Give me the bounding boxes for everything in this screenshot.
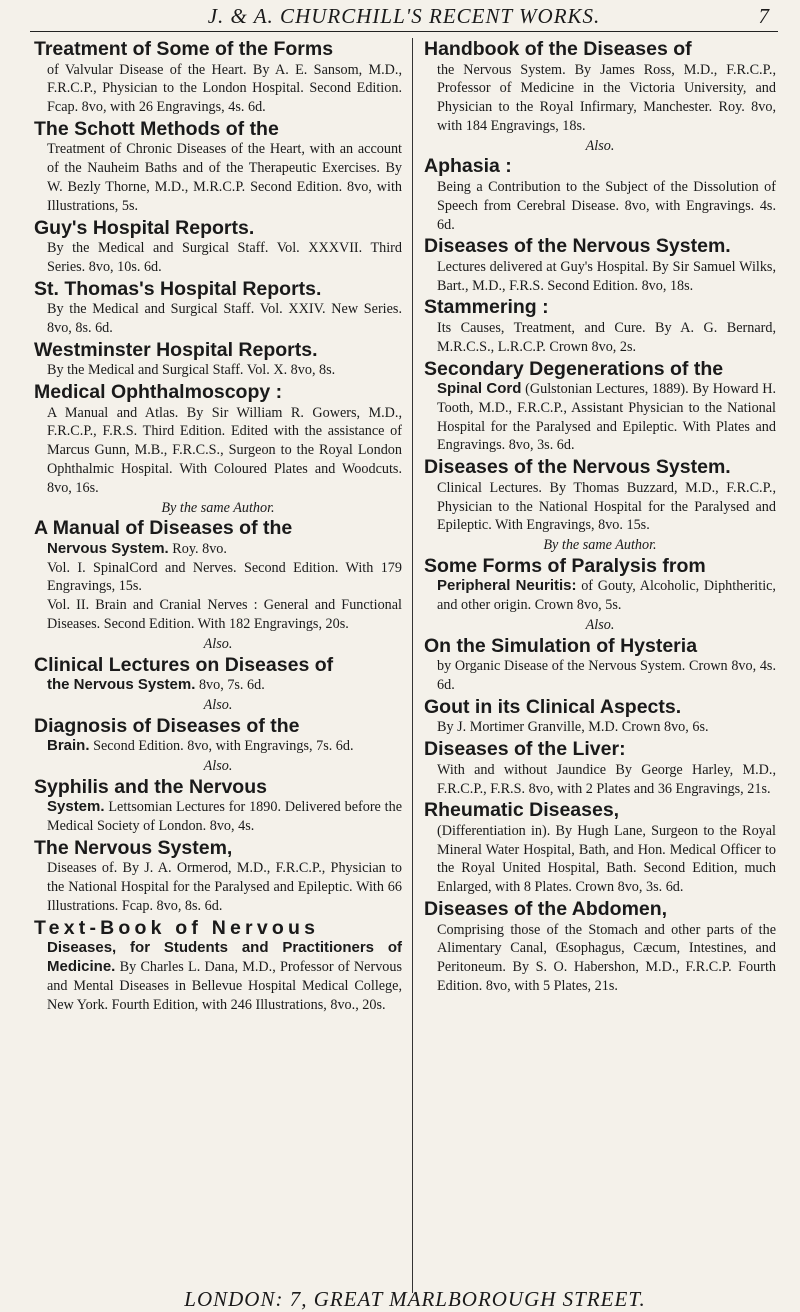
entry-diagnosis-brain xyxy=(34,715,402,756)
entry-title: The Schott Methods of the xyxy=(34,117,279,140)
entry-title: Secondary Degenerations of the xyxy=(424,357,724,380)
entry-subtitle: Peripheral Neuritis: xyxy=(437,577,577,595)
also-label: Also. xyxy=(203,758,233,775)
entry-title: On the Simulation of Hysteria xyxy=(424,634,698,657)
also-label: Also. xyxy=(203,696,233,713)
entry-title: Aphasia : xyxy=(424,155,512,178)
entry-title: St. Thomas's Hospital Reports. xyxy=(34,277,322,300)
entry-paralysis-neuritis xyxy=(424,555,776,615)
entry-body: By J. Mortimer Granville, M.D. Crown 8vo, 6s. xyxy=(437,719,709,736)
entry-title: Syphilis and the Nervous xyxy=(34,775,267,798)
entry-body xyxy=(34,676,402,695)
entry-clinical-lectures xyxy=(34,654,402,695)
entry-body: Being a Contribution to the Subject of the Dissolution of Speech from Cerebral Disease. 8vo, with Engravings. 4s. 6d. xyxy=(437,178,776,233)
entry-title: Diagnosis of Diseases of the xyxy=(34,714,300,737)
entry-secondary-degenerations xyxy=(424,358,776,456)
entry-volume-1: Vol. I. SpinalCord and Nerves. Second Edition. With 179 Engravings, 15s. xyxy=(47,559,402,595)
entry-diseases-nervous-wilks xyxy=(424,235,776,295)
entry-handbook-nervous xyxy=(424,38,776,136)
page-number: 7 xyxy=(758,4,770,28)
right-column xyxy=(424,38,776,997)
entry-gout xyxy=(424,696,776,737)
entry-simulation-hysteria xyxy=(424,635,776,695)
entry-st-thomas xyxy=(34,278,402,338)
entry-aphasia xyxy=(424,155,776,234)
entry-body: Lectures delivered at Guy's Hospital. By Sir Samuel Wilks, Bart., M.D., F.R.S. Second Edition. 8vo, 18s. xyxy=(437,258,776,294)
entry-body: Its Causes, Treatment, and Cure. By A. G. Bernard, M.R.C.S., L.R.C.P. Crown 8vo, 2s. xyxy=(437,319,776,355)
also-label: Also. xyxy=(585,617,615,634)
entry-body: of Valvular Disease of the Heart. By A. E. Sansom, M.D., F.R.C.P., Physician to the London Hospital. Second Edition. Fcap. 8vo, with 26 Engravings, 4s. 6d. xyxy=(47,61,402,116)
entry-rheumatic-diseases xyxy=(424,799,776,897)
entry-body xyxy=(34,939,402,1014)
entry-title: A Manual of Diseases of the xyxy=(34,517,293,540)
entry-subtitle: Nervous System. xyxy=(47,539,169,557)
entry-subtitle: System. xyxy=(47,798,105,816)
entry-title: Treatment of Some of the Forms xyxy=(34,38,334,60)
running-header xyxy=(30,2,778,30)
entry-title: Text-Book of Nervous xyxy=(34,916,320,939)
column-divider xyxy=(412,38,413,1293)
entry-text-book-nervous xyxy=(34,917,402,1015)
entry-title: The Nervous System, xyxy=(34,836,233,859)
entry-subtitle-rest: of Gouty, Alcoholic, Diphtheritic, and other origin. Crown 8vo, 5s. xyxy=(437,578,776,614)
entry-subtitle-rest: (Gulstonian Lectures, 1889). By Howard H. Tooth, M.D., F.R.C.P., Assistant Physician to the National Hospital for the Paralysed and Epileptic. With Plates and Engravings. 8vo, 3s. 6d. xyxy=(437,381,777,454)
entry-stammering xyxy=(424,296,776,356)
entry-valvular-disease xyxy=(34,38,402,117)
entry-body xyxy=(34,540,402,634)
entry-diseases-nervous-buzzard xyxy=(424,456,776,535)
entry-body: Clinical Lectures. By Thomas Buzzard, M.D., F.R.C.P., Physician to the National Hospital for the Paralysed and Epileptic. With Engravings, 8vo. 15s. xyxy=(437,479,776,534)
entry-title: Some Forms of Paralysis from xyxy=(424,554,706,577)
entry-title: Rheumatic Diseases, xyxy=(424,799,620,822)
entry-subtitle-rest: Second Edition. 8vo, with Engravings, 7s. 6d. xyxy=(93,738,354,755)
entry-body: By the Medical and Surgical Staff. Vol. X. 8vo, 8s. xyxy=(47,362,336,379)
entry-body: Diseases of. By J. A. Ormerod, M.D., F.R.C.P., Physician to the National Hospital for the Paralysed and Epileptic. With 66 Illustrations. Fcap. 8vo, 8s. 6d. xyxy=(47,860,402,914)
entry-westminster xyxy=(34,339,402,380)
entry-body: By the Medical and Surgical Staff. Vol. XXXVII. Third Series. 8vo, 10s. 6d. xyxy=(47,240,402,275)
entry-subtitle-rest: Roy. 8vo. xyxy=(172,540,227,557)
entry-title: Handbook of the Diseases of xyxy=(424,38,692,60)
entry-title: Gout in its Clinical Aspects. xyxy=(424,695,682,718)
publisher-address: LONDON: 7, GREAT MARLBOROUGH STREET. xyxy=(184,1287,646,1311)
entry-body xyxy=(34,798,402,836)
entry-title: Diseases of the Nervous System. xyxy=(424,235,731,258)
entry-manual-nervous xyxy=(34,517,402,633)
entry-subtitle: the Nervous System. xyxy=(47,676,196,694)
entry-volume-2: Vol. II. Brain and Cranial Nerves : General and Functional Diseases. Second Edition. With 182 Engravings, 20s. xyxy=(47,597,402,633)
entry-body: the Nervous System. By James Ross, M.D., F.R.C.P., Professor of Medicine in the Victoria University, and Physician to the Royal Infirmary, Manchester. Roy. 8vo, with 184 Engravings, 18s. xyxy=(437,61,776,134)
entry-diseases-liver xyxy=(424,738,776,798)
entry-guys-hospital xyxy=(34,217,402,277)
entry-body xyxy=(424,380,776,455)
entry-title: Diseases of the Abdomen, xyxy=(424,898,668,920)
entry-title: Clinical Lectures on Diseases of xyxy=(34,653,334,676)
entry-body xyxy=(424,577,776,615)
entry-subtitle-rest: By Charles L. Dana, M.D., Professor of Nervous and Mental Diseases in Bellevue Hospital Medical College, New York. Fourth Edition, with 246 Illustrations, 8vo., 20s. xyxy=(47,959,402,1013)
entry-schott-methods xyxy=(34,118,402,216)
entry-title: Diseases of the Nervous System. xyxy=(424,456,731,479)
entry-nervous-system-ormerod xyxy=(34,837,402,916)
entry-body: Comprising those of the Stomach and other parts of the Alimentary Canal, Œsophagus, Cæcum, Intestines, and Peritoneum. By S. O. Habershon, M.D., F.R.C.P. Fourth Edition. 8vo, with 5 Plates, 21s. xyxy=(437,921,776,994)
entry-title: Stammering : xyxy=(424,296,549,319)
left-column xyxy=(34,38,402,1015)
entry-body: (Differentiation in). By Hugh Lane, Surgeon to the Royal Mineral Water Hospital, Bath, and Hon. Medical Officer to the Royal United Hospital, Bath. Second Edition, much Enlarged, with 8 Plates. Crown 8vo, 3s. 6d. xyxy=(437,822,776,896)
entry-body: by Organic Disease of the Nervous System. Crown 8vo, 4s. 6d. xyxy=(437,658,776,694)
by-same-author: By the same Author. xyxy=(543,537,657,554)
also-label: Also. xyxy=(585,137,615,154)
entry-title: Westminster Hospital Reports. xyxy=(34,338,318,361)
header-title: J. & A. CHURCHILL'S RECENT WORKS. xyxy=(207,4,601,28)
header-rule xyxy=(30,31,778,32)
entry-body: A Manual and Atlas. By Sir William R. Gowers, M.D., F.R.C.P., F.R.S. Third Edition. Edited with the assistance of Marcus Gunn, M.B., F.R.C.S., Surgeon to the Royal London Ophthalmic Hospital. With Coloured Plates and Woodcuts. 8vo, 16s. xyxy=(47,404,402,496)
entry-subtitle: Diseases, for Students and Practitioners of Medicine. xyxy=(47,939,402,976)
entry-body: Treatment of Chronic Diseases of the Heart, with an account of the Nauheim Baths and of the Therapeutic Exercises. By W. Bezly Thorne, M.D., M.R.C.P. Second Edition. 8vo, with Illustrations, 5s. xyxy=(47,141,402,214)
entry-title: Diseases of the Liver: xyxy=(424,738,626,761)
entry-body xyxy=(34,737,402,756)
entry-body: With and without Jaundice By George Harley, M.D., F.R.C.P., F.R.S. 8vo, with 2 Plates and 36 Engravings, 21s. xyxy=(437,761,776,797)
entry-body: By the Medical and Surgical Staff. Vol. XXIV. New Series. 8vo, 8s. 6d. xyxy=(47,301,402,336)
entry-diseases-abdomen xyxy=(424,898,776,996)
entry-subtitle: Spinal Cord xyxy=(437,380,522,398)
entry-title: Medical Ophthalmoscopy : xyxy=(34,381,283,404)
entry-subtitle-rest: Lettsomian Lectures for 1890. Delivered before the Medical Society of London. 8vo, 4s. xyxy=(47,799,403,835)
entry-subtitle: Brain. xyxy=(47,737,90,755)
entry-syphilis xyxy=(34,776,402,836)
entry-ophthalmoscopy xyxy=(34,381,402,497)
entry-subtitle-rest: 8vo, 7s. 6d. xyxy=(198,677,265,694)
also-label: Also. xyxy=(203,635,233,652)
entry-title: Guy's Hospital Reports. xyxy=(34,216,255,239)
by-same-author: By the same Author. xyxy=(161,499,275,516)
